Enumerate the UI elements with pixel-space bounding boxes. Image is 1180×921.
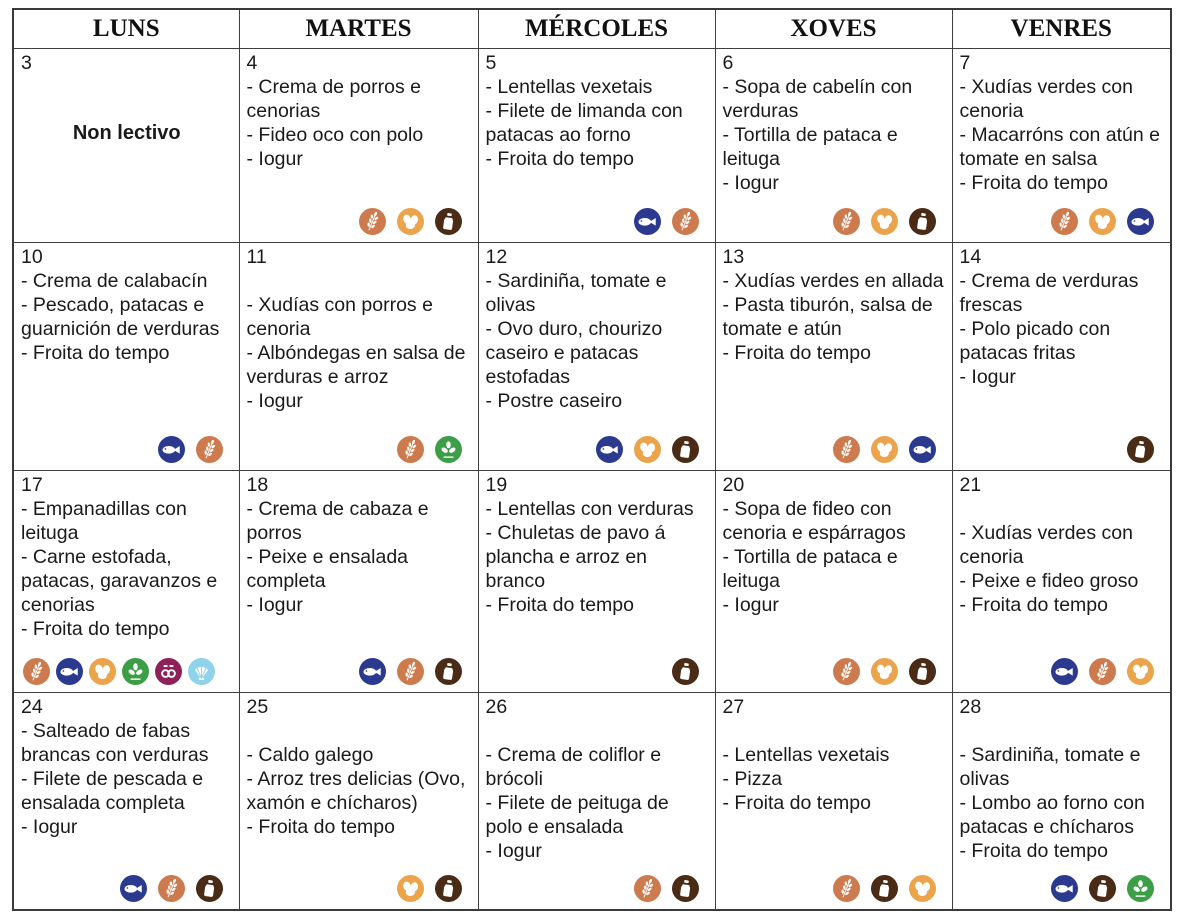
allergen-icons: [960, 205, 1165, 237]
menu-item: - Froita do tempo: [21, 618, 170, 640]
milk-icon: [672, 658, 699, 685]
gluten-icon: [397, 436, 424, 463]
menu-item: - Ovo duro, chourizo caseiro e patacas estofadas: [485, 318, 663, 388]
menu-item: - Iogur: [246, 148, 303, 170]
menu-item: - Froita do tempo: [959, 840, 1108, 862]
day-number: 26: [485, 696, 508, 718]
menu-item: - Salteado de fabas brancas con verduras: [21, 720, 209, 766]
menu-item: - Crema de porros e cenorias: [246, 76, 421, 122]
day-number: 12: [485, 246, 508, 268]
day-number: 18: [246, 474, 269, 496]
menu-item: - Froita do tempo: [485, 594, 634, 616]
week-row: [13, 49, 1171, 243]
menu-item: - Filete de limanda con patacas ao forno: [485, 100, 683, 146]
menu-item: - Xudías con porros e cenoria: [246, 294, 433, 340]
soy-icon: [122, 658, 149, 685]
day-cell-21: [952, 471, 1171, 693]
gluten-icon: [196, 436, 223, 463]
menu-item: - Pescado, patacas e guarnición de verduras: [21, 294, 220, 340]
milk-icon: [871, 875, 898, 902]
menu-item: - Xudías verdes con cenoria: [959, 522, 1133, 568]
menu-item: - Fideo oco con polo: [246, 124, 424, 146]
soy-icon: [435, 436, 462, 463]
allergen-icons: [247, 205, 472, 237]
menu-item: - Sardiniña, tomate e olivas: [485, 270, 667, 316]
spacer: [247, 269, 472, 293]
allergen-icons: [21, 655, 233, 687]
milk-icon: [909, 208, 936, 235]
day-number: 17: [21, 474, 43, 496]
day-cell-18: [239, 471, 478, 693]
mollusks-icon: [188, 658, 215, 685]
allergen-icons: [247, 433, 472, 465]
allergen-icons: [723, 872, 946, 904]
day-cell-27: [715, 693, 952, 911]
gluten-icon: [833, 436, 860, 463]
menu-item: - Peixe e fideo groso: [959, 570, 1139, 592]
fish-icon: [1051, 658, 1078, 685]
menu-item: - Froita do tempo: [246, 816, 395, 838]
week-row: [13, 693, 1171, 911]
fish-icon: [1051, 875, 1078, 902]
day-header-martes: MARTES: [239, 9, 478, 49]
day-cell-12: [478, 243, 715, 471]
soy-icon: [1127, 875, 1154, 902]
milk-icon: [672, 436, 699, 463]
day-cell-7: [952, 49, 1171, 243]
menu-item: - Iogur: [959, 366, 1016, 388]
day-cell-19: [478, 471, 715, 693]
sulfites-icon: [155, 658, 182, 685]
milk-icon: [435, 208, 462, 235]
allergen-icons: [960, 433, 1165, 465]
gluten-icon: [359, 208, 386, 235]
day-number: 28: [959, 696, 982, 718]
menu-item: - Pizza: [722, 768, 783, 790]
menu-item: - Filete de pescada e ensalada completa: [21, 768, 204, 814]
day-number: 21: [959, 474, 982, 496]
week-row: [13, 471, 1171, 693]
gluten-icon: [634, 875, 661, 902]
menu-item: - Tortilla de pataca e leituga: [722, 546, 898, 592]
menu-item: - Sardiniña, tomate e olivas: [959, 744, 1141, 790]
menu-body: [13, 49, 1171, 911]
gluten-icon: [1051, 208, 1078, 235]
egg-icon: [397, 875, 424, 902]
day-cell-13: [715, 243, 952, 471]
day-number: 5: [485, 52, 497, 74]
day-cell-20: [715, 471, 952, 693]
weekday-header-row: [13, 9, 1171, 49]
fish-icon: [596, 436, 623, 463]
menu-item: - Froita do tempo: [722, 792, 871, 814]
menu-item: - Froita do tempo: [959, 594, 1108, 616]
menu-item: - Lombo ao forno con patacas e chícharos: [959, 792, 1145, 838]
menu-item: - Froita do tempo: [959, 172, 1108, 194]
menu-item: - Tortilla de pataca e leituga: [722, 124, 898, 170]
week-row: [13, 243, 1171, 471]
spacer: [486, 719, 709, 743]
egg-icon: [634, 436, 661, 463]
day-header-xoves: XOVES: [715, 9, 952, 49]
menu-item: - Crema de verduras frescas: [959, 270, 1139, 316]
day-cell-28: [952, 693, 1171, 911]
gluten-icon: [158, 875, 185, 902]
day-number: 14: [959, 246, 982, 268]
allergen-icons: [960, 872, 1165, 904]
day-cell-17: [13, 471, 239, 693]
day-cell-11: [239, 243, 478, 471]
menu-item: - Froita do tempo: [485, 148, 634, 170]
day-header-venres: VENRES: [952, 9, 1171, 49]
gluten-icon: [397, 658, 424, 685]
egg-icon: [909, 875, 936, 902]
menu-item: - Empanadillas con leituga: [21, 498, 187, 544]
allergen-icons: [723, 205, 946, 237]
day-cell-5: [478, 49, 715, 243]
fish-icon: [120, 875, 147, 902]
menu-item: - Iogur: [722, 172, 779, 194]
menu-item: - Chuletas de pavo á plancha e arroz en branco: [485, 522, 666, 592]
day-cell-24: [13, 693, 239, 911]
menu-table: [12, 8, 1172, 911]
menu-item: - Lentellas vexetais: [722, 744, 890, 766]
menu-item: - Polo picado con patacas fritas: [959, 318, 1111, 364]
allergen-icons: [21, 872, 233, 904]
menu-item: - Macarróns con atún e tomate en salsa: [959, 124, 1161, 170]
day-header-luns: LUNS: [13, 9, 239, 49]
menu-item: - Pasta tiburón, salsa de tomate e atún: [722, 294, 933, 340]
day-number: 11: [246, 246, 267, 268]
menu-item: - Postre caseiro: [485, 390, 623, 412]
fish-icon: [1127, 208, 1154, 235]
day-number: 7: [959, 52, 971, 74]
menu-item: - Filete de peituga de polo e ensalada: [485, 792, 669, 838]
day-cell-26: [478, 693, 715, 911]
egg-icon: [871, 436, 898, 463]
allergen-icons: [960, 655, 1165, 687]
day-cell-3: [13, 49, 239, 243]
day-number: 13: [722, 246, 745, 268]
allergen-icons: [723, 655, 946, 687]
non-lectivo-note: Non lectivo: [72, 122, 181, 144]
gluten-icon: [833, 208, 860, 235]
menu-item: - Albóndegas en salsa de verduras e arroz: [246, 342, 466, 388]
day-cell-10: [13, 243, 239, 471]
allergen-icons: [486, 205, 709, 237]
day-cell-25: [239, 693, 478, 911]
menu-item: - Iogur: [485, 840, 542, 862]
day-header-mercoles: MÉRCOLES: [478, 9, 715, 49]
gluten-icon: [672, 208, 699, 235]
egg-icon: [1089, 208, 1116, 235]
fish-icon: [634, 208, 661, 235]
day-number: 25: [246, 696, 269, 718]
allergen-icons: [247, 872, 472, 904]
allergen-icons: [247, 655, 472, 687]
day-cell-4: [239, 49, 478, 243]
day-cell-6: [715, 49, 952, 243]
fish-icon: [56, 658, 83, 685]
gluten-icon: [833, 658, 860, 685]
allergen-icons: [723, 433, 946, 465]
allergen-icons: [486, 433, 709, 465]
milk-icon: [435, 875, 462, 902]
menu-item: - Xudías verdes con cenoria: [959, 76, 1133, 122]
milk-icon: [909, 658, 936, 685]
menu-item: - Crema de coliflor e brócoli: [485, 744, 662, 790]
milk-icon: [672, 875, 699, 902]
milk-icon: [435, 658, 462, 685]
egg-icon: [871, 208, 898, 235]
fish-icon: [909, 436, 936, 463]
day-number: 10: [21, 246, 43, 268]
menu-item: - Arroz tres delicias (Ovo, xamón e chícharos): [246, 768, 466, 814]
day-number: 3: [21, 52, 32, 74]
gluten-icon: [833, 875, 860, 902]
allergen-icons: [486, 655, 709, 687]
day-number: 27: [722, 696, 745, 718]
day-cell-14: [952, 243, 1171, 471]
egg-icon: [397, 208, 424, 235]
menu-item: - Iogur: [21, 816, 78, 838]
spacer: [960, 719, 1165, 743]
spacer: [723, 719, 946, 743]
menu-item: - Iogur: [722, 594, 779, 616]
spacer: [960, 497, 1165, 521]
menu-item: - Carne estofada, patacas, garavanzos e cenorias: [21, 546, 218, 616]
menu-item: - Iogur: [246, 594, 303, 616]
menu-item: - Sopa de fideo con cenoria e espárragos: [722, 498, 906, 544]
menu-item: - Crema de calabacín: [21, 270, 208, 292]
milk-icon: [1127, 436, 1154, 463]
menu-item: - Caldo galego: [246, 744, 374, 766]
menu-item: - Crema de cabaza e porros: [246, 498, 429, 544]
allergen-icons: [486, 872, 709, 904]
egg-icon: [89, 658, 116, 685]
allergen-icons: [21, 433, 233, 465]
milk-icon: [1089, 875, 1116, 902]
fish-icon: [158, 436, 185, 463]
menu-item: - Froita do tempo: [21, 342, 170, 364]
menu-item: - Lentellas vexetais: [485, 76, 653, 98]
spacer: [247, 719, 472, 743]
menu-item: - Xudías verdes en allada: [722, 270, 944, 292]
day-number: 19: [485, 474, 508, 496]
day-number: 24: [21, 696, 43, 718]
fish-icon: [359, 658, 386, 685]
gluten-icon: [23, 658, 50, 685]
day-number: 6: [722, 52, 734, 74]
menu-item: - Lentellas con verduras: [485, 498, 694, 520]
day-number: 4: [246, 52, 258, 74]
menu-item: - Froita do tempo: [722, 342, 871, 364]
menu-item: - Peixe e ensalada completa: [246, 546, 409, 592]
egg-icon: [871, 658, 898, 685]
menu-item: - Sopa de cabelín con verduras: [722, 76, 913, 122]
gluten-icon: [1089, 658, 1116, 685]
menu-item: - Iogur: [246, 390, 303, 412]
milk-icon: [196, 875, 223, 902]
egg-icon: [1127, 658, 1154, 685]
day-number: 20: [722, 474, 745, 496]
